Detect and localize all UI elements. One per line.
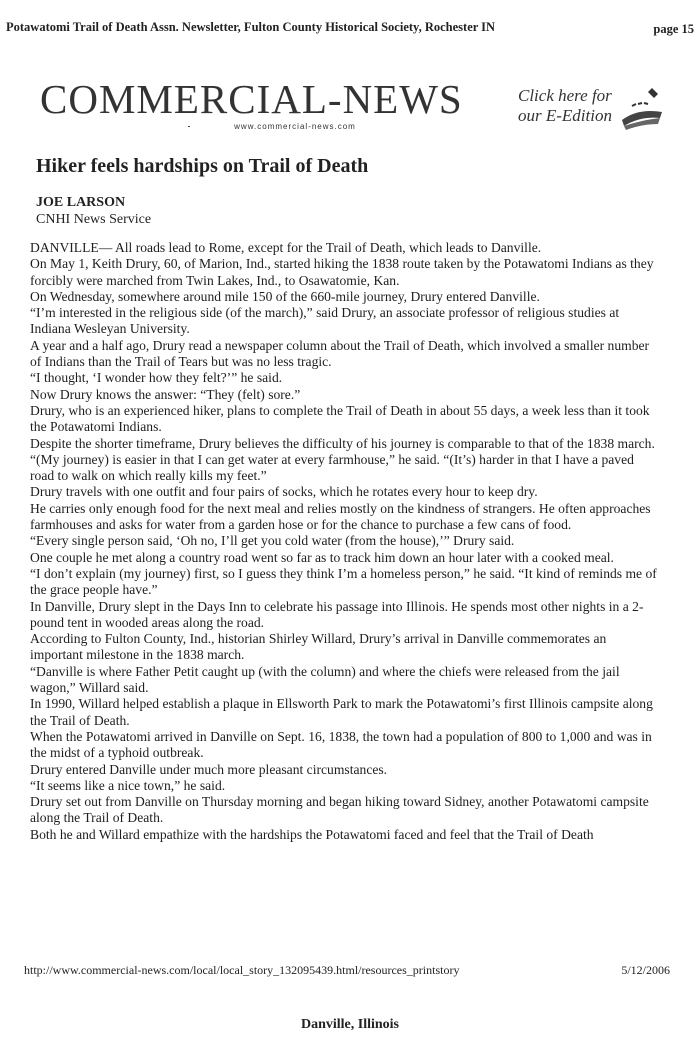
article-paragraph: “It seems like a nice town,” he said. xyxy=(30,777,226,793)
eedition-line1: Click here for xyxy=(518,86,612,105)
eedition-link[interactable] xyxy=(518,86,612,126)
article-byline: JOE LARSON xyxy=(36,195,126,210)
article-paragraph: A year and a half ago, Drury read a newspaper column about the Trail of Death, which involved a smaller number of Indians than the Trail of Tears but was no less tragic. xyxy=(30,337,650,370)
article-paragraph: Now Drury knows the answer: “They (felt) sore.” xyxy=(30,386,301,402)
article-paragraph: “Danville is where Father Petit caught up (with the column) and where the chiefs were released from the jail wagon,” Willard said. xyxy=(30,663,620,696)
eedition-line2: our E-Edition xyxy=(518,106,612,125)
article-paragraph: When the Potawatomi arrived in Danville on Sept. 16, 1838, the town had a population of 800 to 1,000 and was in the midst of a typhoid outbreak. xyxy=(30,728,652,761)
article-paragraph: “I thought, ‘I wonder how they felt?’” he said. xyxy=(30,370,283,386)
article-paragraph: DANVILLE— All roads lead to Rome, except for the Trail of Death, which leads to Danville. xyxy=(30,240,542,255)
article-paragraph: Drury entered Danville under much more pleasant circumstances. xyxy=(30,761,388,777)
article-paragraph: Despite the shorter timeframe, Drury believes the difficulty of his journey is comparable to that of the 1838 march. xyxy=(30,435,655,451)
page-number: page 15 xyxy=(653,22,694,36)
article-headline: Hiker feels hardships on Trail of Death xyxy=(36,155,369,177)
article-paragraph: On May 1, Keith Drury, 60, of Marion, Ind., started hiking the 1838 route taken by the Potawatomi Indians as they forcibly were marched from Twin Lakes, Ind., to Osawatomie, Kan. xyxy=(30,256,654,288)
article-paragraph: Drury, who is an experienced hiker, plans to complete the Trail of Death in about 55 days, a week less than it took the Potawatomi Indians. xyxy=(30,402,650,435)
article-paragraph: “I don’t explain (my journey) first, so I guess they think I’m a homeless person,” he said. “It kind of reminds me of the grace people have.” xyxy=(30,565,657,598)
article-paragraph: In Danville, Drury slept in the Days Inn to celebrate his passage into Illinois. He spends most other nights in a 2-pound tent in wooded areas along the road. xyxy=(30,598,644,630)
newspaper-icon[interactable] xyxy=(618,86,666,134)
article-paragraph: “I’m interested in the religious side (of the march),” said Drury, an associate professor of religious studies at Indiana Wesleyan University. xyxy=(30,305,620,337)
source-url[interactable]: http://www.commercial-news.com/local/local_story_132095439.html/resources_printstory xyxy=(24,963,460,977)
masthead xyxy=(40,76,670,138)
newsletter-title: Potawatomi Trail of Death Assn. Newsletter, Fulton County Historical Society, Rochester IN xyxy=(6,20,496,34)
location-caption: Danville, Illinois xyxy=(300,1017,400,1032)
article-paragraph: On Wednesday, somewhere around mile 150 of the 660-mile journey, Drury entered Danville. xyxy=(30,288,540,304)
news-service: CNHI News Service xyxy=(36,212,152,227)
article-paragraph: Both he and Willard empathize with the hardships the Potawatomi faced and feel that the Trail of Death xyxy=(30,826,594,842)
article-paragraph: Drury set out from Danville on Thursday morning and began hiking toward Sidney, another Potawatomi campsite along the Trail of Death. xyxy=(30,794,649,826)
article-paragraph: “(My journey) is easier in that I can get water at every farmhouse,” he said. “(It’s) harder in that I have a paved road to walk on which really kills my feet.” xyxy=(30,451,634,484)
article-paragraph: One couple he met along a country road went so far as to track him down an hour later with a cooked meal. xyxy=(30,549,614,565)
article-paragraph: In 1990, Willard helped establish a plaque in Ellsworth Park to mark the Potawatomi’s first Illinois campsite along the Trail of Death. xyxy=(30,696,653,728)
print-date: 5/12/2006 xyxy=(621,963,670,977)
masthead-logo: COMMERCIAL-NEWS xyxy=(40,76,463,122)
article-body xyxy=(30,240,658,843)
article-paragraph: Drury travels with one outfit and four pairs of socks, which he rotates every hour to keep dry. xyxy=(30,484,538,500)
article-paragraph: According to Fulton County, Ind., historian Shirley Willard, Drury’s arrival in Danville commemorates an important milestone in the 1838 march. xyxy=(30,631,607,663)
article-paragraph: He carries only enough food for the next meal and relies mostly on the kindness of strangers. He often approaches farmhouses and asks for water from a garden hose or for the chance to purchase a few cans of food. xyxy=(30,500,651,533)
article-paragraph: “Every single person said, ‘Oh no, I’ll get you cold water (from the house),’” Drury said. xyxy=(30,533,515,549)
masthead-url[interactable]: www.commercial-news.com xyxy=(190,122,400,131)
